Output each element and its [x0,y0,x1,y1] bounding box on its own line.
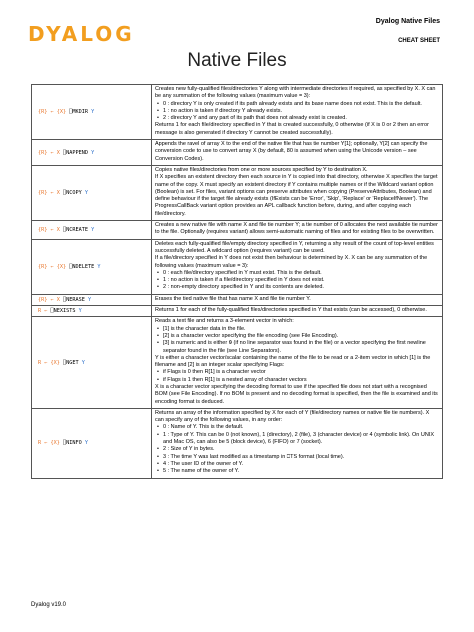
syntax-part: R ← [38,308,51,315]
syntax-part: Y [81,440,88,447]
syntax-cell [32,239,152,294]
syntax-part: Y [81,190,88,196]
table-row-nerase [32,294,443,305]
description-bullet: • 5 : The name of the owner of Y. [155,468,439,475]
description-bullet: • if Flags is 1 then R[1] is a nested array of character vectors [155,377,439,384]
description-text: X is a character vector specifying the decoding format to use if the specified file does not start with a recognised BOM (see File Encoding). If no BOM is present and no decoding format is specified, then the file is examined and its encoding format is deduced. [155,383,438,405]
description-cell [152,408,443,478]
syntax-cell [32,221,152,240]
table-row-nget [32,317,443,409]
description-text: Erases the tied native file that has name X and file tie number Y. [155,295,311,302]
syntax-part: {R} ← {X} [38,263,70,270]
description-bullet: • 0 : directory Y is only created if its path already exists and its base name does not exist. This is the default. [155,101,439,108]
syntax-part: {R} ← X [38,190,63,196]
description-bullet: • 1 : Type of Y. This can be 0 (not known), 1 (directory), 2 (file), 3 (character device) or 4 (symbolic link). On UNIX and Mac OS, can also be 5 (block device), 6 (FIFO) or 7 (socket). [155,432,439,447]
syntax-part: ⎕MKDIR [69,109,88,116]
description-bullet: • 4 : The user ID of the owner of Y. [155,461,439,468]
syntax-part: R ← {X} [38,359,63,366]
table-row-ncreate [32,221,443,240]
syntax-part: ⎕NCOPY [63,190,82,196]
syntax-part: ⎕NEXISTS [50,308,76,315]
functions-table [31,84,443,479]
description-cell [152,294,443,305]
description-bullet: • 0 : Name of Y. This is the default. [155,424,439,431]
syntax-part: {R} ← X [38,296,63,303]
syntax-cell [32,165,152,220]
description-text: Copies native files/directories from one or more sources specified by Y to destination X. [155,166,368,173]
syntax-part: ⎕NCREATE [63,226,88,233]
table-row-ncopy [32,165,443,220]
syntax-cell [32,317,152,409]
syntax-part: Y [94,263,101,270]
table-row-nappend [32,140,443,166]
table-row-ninfo [32,408,443,478]
syntax-part: Y [88,226,95,233]
description-text: Y is either a character vector/scalar containing the name of the file to be read or a 2-item vector in which [1] is the filename and [2] is an integer scalar specifying Flags: [155,354,431,369]
description-bullet: • [2] is a character vector specifying the file encoding (see File Encoding). [155,333,439,340]
description-cell [152,306,443,317]
description-text: Creates a new native file with name X and file tie number Y; a tie number of 0 allocates the next available tie number to the file. Optionally (requires variant) allows semi-automatic naming of files and for existing files to be overwritten. [155,222,438,236]
syntax-part: Y [84,296,92,303]
description-text: Returns 1 for each of the fully-qualified files/directories specified in Y that exists (can be accessed), 0 otherwise. [155,307,427,314]
description-bullet: • [3] is numeric and is either ⍬ (if no line separator was found in the file) or a vector specifying the first newline separator found in the file (see Line Separators). [155,340,439,355]
description-bullet: • if Flags is 0 then R[1] is a character vector [155,369,439,376]
description-cell [152,140,443,166]
page-title: Native Files [187,50,287,71]
syntax-part: Y [78,359,85,366]
description-bullet: • 1 : no action is taken if a file/directory specified in Y does not exist. [155,277,439,284]
syntax-cell [32,306,152,317]
syntax-cell [32,85,152,140]
header-title: Dyalog Native Files [375,18,440,25]
syntax-part: {R} ← X [38,149,63,156]
syntax-part: ⎕NINFO [63,440,82,447]
table-row-ndelete [32,239,443,294]
table-row-nexists [32,306,443,317]
syntax-part: R ← {X} [38,440,63,447]
description-bullet: • 0 : each file/directory specified in Y must exist. This is the default. [155,270,439,277]
description-bullet: • 2 : directory Y and any part of its path that does not already exist is created. [155,115,439,122]
syntax-part: ⎕NERASE [63,296,85,303]
description-text: Deletes each fully-qualified file/empty directory specified in Y, returning a shy result of the count of top-level entities successfully deleted. A wildcard option (requires variant) can be used. [155,240,434,254]
description-text: Reads a text file and returns a 3-element vector in which: [155,318,294,325]
syntax-cell [32,408,152,478]
description-bullet: • 3 : The time Y was last modified as a timestamp in ⎕TS format (local time). [155,454,439,461]
description-cell [152,239,443,294]
description-text: Appends the ravel of array X to the end of the native file that has tie number Y[1]; optionally, Y[2] can specify the conversion code to use to convert array X (by default, 80 is assumed when using the Unicode version – see Conversion Codes). [155,141,428,162]
syntax-part: Y [87,109,95,116]
syntax-cell [32,140,152,166]
description-bullet: • 2 : non-empty directory specified in Y and its contents are deleted. [155,284,439,291]
dyalog-logo: DYALOG [28,22,135,46]
description-text: Creates new fully-qualified files/directories Y along with intermediate directories if required, as specified by X. X can be any summation of the following values (maximum value = 3): [155,86,436,100]
syntax-part: Y [75,308,82,315]
syntax-part: ⎕NGET [63,359,79,366]
description-cell [152,221,443,240]
syntax-part: Y [88,149,95,156]
table-row-mkdir [32,85,443,140]
syntax-part: {R} ← {X} [38,109,70,116]
description-cell [152,317,443,409]
syntax-cell [32,294,152,305]
footer-version: Dyalog v19.0 [31,602,67,608]
header-subtitle: CHEAT SHEET [398,38,440,44]
syntax-part: {R} ← X [38,226,63,233]
syntax-part: ⎕NAPPEND [63,149,88,156]
description-cell [152,85,443,140]
description-text: If a file/directory specified in Y does not exist then behaviour is determined by X. X can be any summation of the following values (maximum value = 3): [155,255,428,269]
description-bullet: • [1] is the character data in the file. [155,326,439,333]
description-text: Returns an array of the information specified by X for each of Y (file/directory names or native file tie numbers). X can specify any of the following values, in any order: [155,409,430,424]
syntax-part: ⎕NDELETE [69,263,95,270]
description-cell [152,165,443,220]
description-bullet: • 2 : Size of Y in bytes. [155,446,439,453]
description-text: If X specifies an existent directory then each source in Y is copied into that directory, otherwise X specifies the target name of the copy. X must specify an existent directory if Y contains multiple names or if the Wildcard variant option (Boolean) is set. For files, variant options can preserve attributes when copying (PreserveAttributes, Boolean) and define behaviour if the target file already exists (IfExists can be 'Error', 'Skip', 'Replace' or 'ReplaceIfNewer'). The ProgressCallBack variant option provides an APL callback function before, during, and after copying each file/directory. [155,174,438,217]
description-bullet: • 1 : no action is taken if directory Y already exists. [155,108,439,115]
description-text: Returns 1 for each file/directory specified in Y that is created successfully, 0 otherwise (if X is 0 or 2 then an error message is also generated if directory Y cannot be created successfully). [155,122,429,136]
